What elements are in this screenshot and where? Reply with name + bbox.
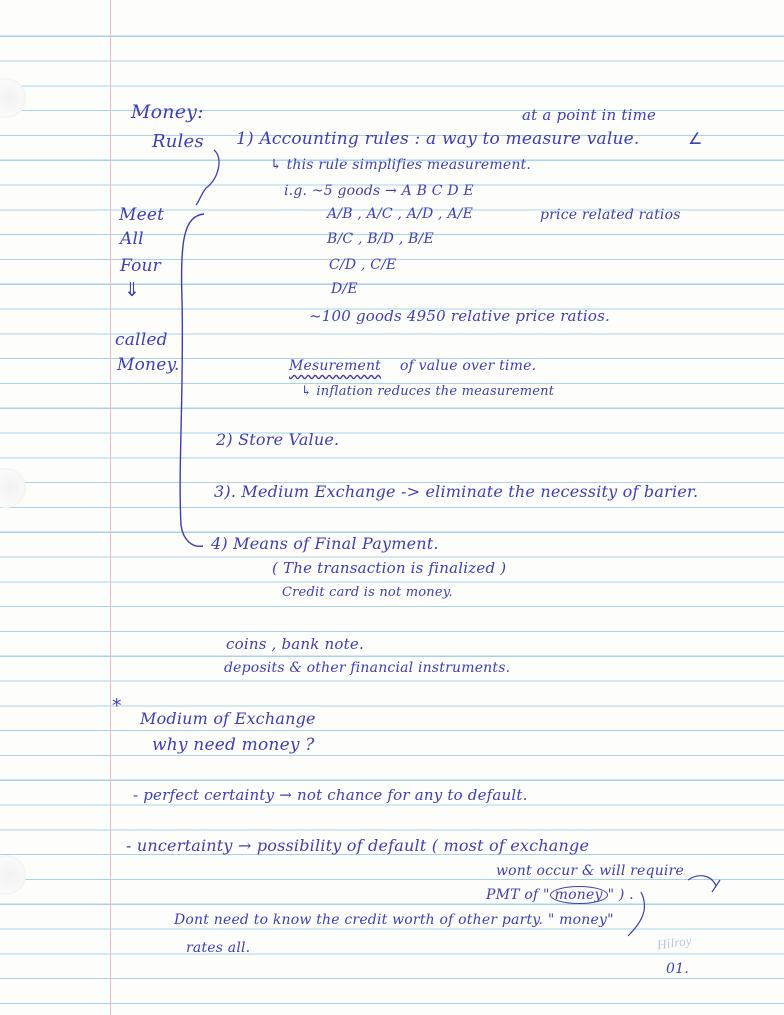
rule3-title: 3). Medium Exchange -> eliminate the necessity of barier.: [214, 482, 699, 501]
ratios-row-2: B/C , B/D , B/E: [327, 231, 434, 247]
curved-arrow-icon: [688, 876, 720, 892]
rules-brace-top: [196, 150, 219, 205]
star-bullet: *: [112, 695, 122, 717]
rule1-example: i.g. ~5 goods → A B C D E: [284, 183, 474, 199]
rates-all: rates all.: [186, 940, 251, 956]
down-arrow-icon: ⇓: [124, 279, 141, 301]
example-deposits: deposits & other financial instruments.: [224, 660, 511, 676]
ratios-row-4: D/E: [331, 281, 358, 297]
ratios-row-3: C/D , C/E: [329, 257, 397, 273]
example-coins: coins , bank note.: [226, 635, 364, 653]
page-number: 01.: [666, 961, 689, 977]
measurement-underlined: Mesurement: [289, 358, 382, 374]
dont-need-line: Dont need to know the credit worth of other party. " money": [174, 912, 614, 928]
ratios-row-1-note: price related ratios: [540, 207, 681, 223]
note-all: All: [120, 229, 144, 249]
rule1-simplifies: ↳ this rule simplifies measurement.: [270, 157, 532, 173]
uncertainty-cont-2-post: " ) .: [607, 887, 634, 903]
rule4-title: 4) Means of Final Payment.: [211, 534, 439, 553]
rules-label: Rules: [152, 131, 204, 152]
note-meet: Meet: [119, 205, 165, 225]
ratios-row-1: A/B , A/C , A/D , A/E: [327, 206, 474, 222]
money-pointer-curve: [628, 892, 644, 936]
hilroy-watermark: Hilroy: [656, 932, 693, 953]
corner-note: at a point in time: [522, 106, 657, 124]
medium-question: why need money ?: [152, 735, 315, 755]
uncertainty-cont-1: wont occur & will require: [496, 863, 684, 879]
rules-brace-long: [180, 214, 204, 546]
note-four: Four: [120, 256, 161, 276]
uncertainty-cont-2-pre: PMT of ": [486, 887, 550, 903]
rule2-title: 2) Store Value.: [216, 430, 340, 449]
inflation-note: ↳ inflation reduces the measurement: [301, 384, 555, 399]
note-money: Money.: [117, 355, 180, 375]
delta-icon: ∠: [688, 129, 703, 148]
medium-title: Modium of Exchange: [140, 709, 316, 728]
rule4-transaction: ( The transaction is finalized ): [272, 559, 507, 577]
rule4-credit-card: Credit card is not money.: [282, 585, 453, 600]
money-circled-word: money: [550, 886, 608, 904]
page-heading: Money:: [131, 101, 204, 123]
measurement-over-time: of value over time.: [400, 358, 537, 374]
perfect-certainty: - perfect certainty → not chance for any to default.: [133, 786, 528, 804]
hundred-goods-line: ~100 goods 4950 relative price ratios.: [309, 307, 611, 325]
rule1-title: 1) Accounting rules : a way to measure value.: [236, 129, 640, 149]
note-called: called: [115, 330, 168, 350]
uncertainty-line: - uncertainty → possibility of default ( most of exchange: [126, 836, 590, 855]
